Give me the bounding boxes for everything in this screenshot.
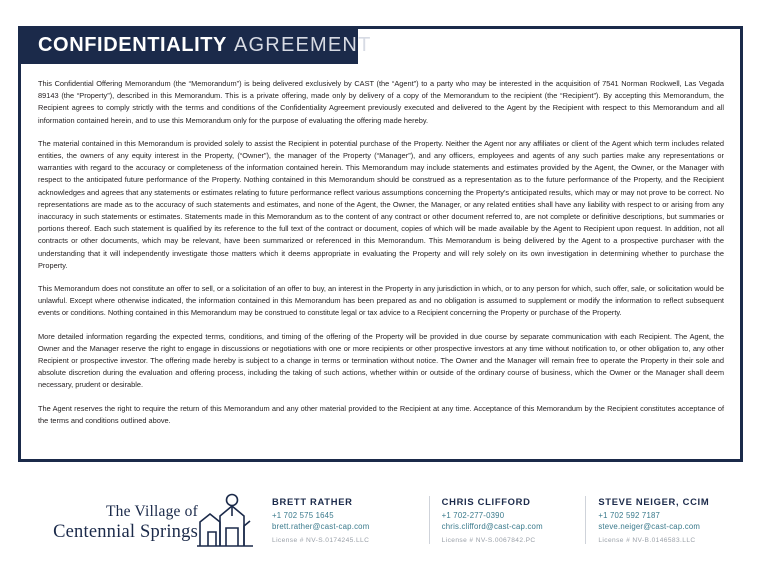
- paragraph: The material contained in this Memorandum is provided solely to assist the Recipient in potential purchase of the Property. Neither the Agent nor any affiliates or client of the Agent which term includes related entities, the owners of any equity interest in the Property, (“Owner”), the manager of the Property (“Manager”), and any officers, employees and agents of any such parties make any representations or warranties with regard to the accuracy or completeness of the information contained herein. This Memorandum may include statements and estimates provided by the Agent, the Owner, or the Manager with respect to the anticipated future performance of the Property. Nothing contained in this Memorandum should be construed as a representation as to the future performance of the Property, and the Recipient acknowledges and agrees that any statements or estimates relating to future performance reflect various assumptions concerning the Property’s anticipated results, which may or may not prove to be correct. No representations are made as to the accuracy of such statements and estimates, and none of the Agent, the Owner, the Manager, or any related entities shall have any liability with respect to or arising from any inaccuracy in such statements or estimates. Statements made in this Memorandum as to the content of any contract or other document referred to, are not complete or definitive descriptions, but summaries or portions thereof. Each such statement is qualified by its reference to the full text of the contract or document, copies of which will be made available by the Agent to Recipient upon request. In addition, not all contracts or other documents, which may be relevant, have been summarized or referenced in this Memorandum. This Memorandum is being delivered by the Agent to a prospective purchaser with the understanding that it will independently investigate those matters which it deems appropriate in evaluating the Property and will rely solely on its own investigation in determining whether to purchase the Property.: [38, 138, 724, 270]
- contact-card: [272, 496, 429, 544]
- brand-logo-line2: Centennial Springs: [53, 522, 198, 542]
- brand-logo-line1: The Village of: [106, 503, 198, 520]
- page-title: [18, 26, 372, 64]
- contact-name: STEVE NEIGER, CCIM: [598, 496, 710, 507]
- contact-name: BRETT RATHER: [272, 496, 353, 507]
- contact-card: [429, 496, 586, 544]
- footer: [0, 470, 761, 588]
- contact-email[interactable]: chris.clifford@cast-cap.com: [441, 522, 543, 531]
- contact-license: License # NV-B.0146583.LLC: [598, 537, 696, 544]
- brand-logo: [48, 492, 253, 554]
- brand-logo-text: [48, 502, 198, 543]
- contact-license: License # NV-S.0067842.PC: [441, 537, 536, 544]
- contact-phone[interactable]: +1 702-277-0390: [441, 511, 505, 520]
- contact-email[interactable]: steve.neiger@cast-cap.com: [598, 522, 701, 531]
- contact-name: CHRIS CLIFFORD: [441, 496, 531, 507]
- page-title-light: AGREEMENT: [234, 33, 372, 56]
- paragraph: This Memorandum does not constitute an offer to sell, or a solicitation of an offer to buy, an interest in the Property in any jurisdiction in which, or to any person for which, such offer, sale, or solicitation would be unlawful. Except where otherwise indicated, the information contained in this Memorandum has been prepared as and no obligation is assumed to supplement or modify the information to reflect subsequent events or conditions. Nothing contained in this Memorandum may be construed to constitute legal or tax advice to a Recipient concerning the Property or purchase of the Property.: [38, 284, 724, 318]
- village-houses-icon: [196, 492, 254, 550]
- contact-license: License # NV-S.0174245.LLC: [272, 537, 370, 544]
- contact-list: [272, 496, 742, 544]
- paragraph: The Agent reserves the right to require the return of this Memorandum and any other material provided to the Recipient at any time. Acceptance of this Memorandum by the Recipient constitutes acceptance of the terms and conditions outlined above.: [38, 403, 724, 425]
- contact-phone[interactable]: +1 702 592 7187: [598, 511, 661, 520]
- contact-card: [585, 496, 742, 544]
- page-title-strong: CONFIDENTIALITY: [38, 33, 227, 56]
- contact-phone[interactable]: +1 702 575 1645: [272, 511, 334, 520]
- agreement-body: [38, 78, 724, 438]
- paragraph: This Confidential Offering Memorandum (the “Memorandum”) is being delivered exclusively by CAST (the “Agent”) to a party who may be interested in the acquisition of 7541 Norman Rockwell, Las Vegada 89143 (the “Property”), described in this Memorandum. This is a private offering, made only by delivery of a copy of the Memorandum to the recipient (the “Recipient”). By accepting this Memorandum, the Recipient agrees to comply strictly with the terms and conditions of the Confidentiality Agreement previously executed and delivered to the Agent by the Recipient with respect to this Memorandum and all information contained herein, and to use this Memorandum only for the purpose of evaluating the offering made hereby.: [38, 79, 724, 125]
- paragraph: More detailed information regarding the expected terms, conditions, and timing of the offering of the Property will be provided in due course by separate communication with each Recipient. The Agent, the Owner and the Manager reserve the right to engage in discussions or negotiations with one or more recipients or other prospective investors at any time without notification to, or other obligation to, any other Recipient or prospective investor. The offering made hereby is subject to a change in terms or termination without notice. The Owner and the Manager will remain free to operate the Property in their sole and absolute discretion during the evaluation and offering process, including the taking of such actions, whether within or outside of the ordinary course of business, which the Owner or the Manager shall deem necessary, prudent or desirable.: [38, 331, 724, 390]
- contact-email[interactable]: brett.rather@cast-cap.com: [272, 522, 370, 531]
